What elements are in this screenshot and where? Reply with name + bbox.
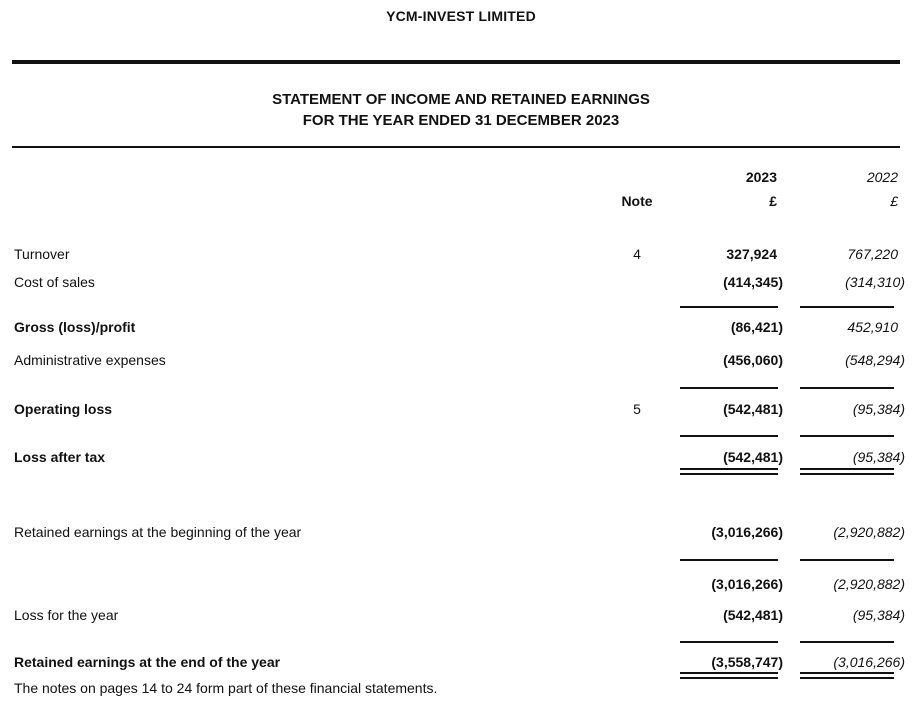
row-value-2022: 452,910 <box>847 319 898 335</box>
row-value-2023: (542,481) <box>723 449 783 465</box>
header-rule-bottom <box>12 146 900 148</box>
row-value-2023: (3,016,266) <box>711 524 783 540</box>
statement-period: FOR THE YEAR ENDED 31 DECEMBER 2023 <box>302 112 620 129</box>
row-value-2022: (3,016,266) <box>833 654 905 670</box>
row-value-2022: (2,920,882) <box>833 576 905 592</box>
subtotal-rule <box>14 641 908 643</box>
total-double-rule <box>14 468 908 475</box>
subtotal-rule <box>14 435 908 437</box>
row-label: Cost of sales <box>14 274 95 290</box>
row-value-2023: (542,481) <box>723 607 783 623</box>
currency-symbol-2022: £ <box>890 193 898 209</box>
row-value-2022: (95,384) <box>852 449 905 465</box>
table-row-retained-earnings-beginning <box>14 525 908 540</box>
table-row-retained-earnings-subtotal <box>14 577 908 592</box>
table-row-turnover <box>14 247 908 262</box>
row-value-2023: (86,421) <box>730 319 783 335</box>
column-header-2022: 2022 <box>866 169 898 185</box>
subtotal-rule <box>14 559 908 561</box>
statement-title: STATEMENT OF INCOME AND RETAINED EARNINGS <box>272 91 650 108</box>
table-row-operating-loss <box>14 402 908 417</box>
row-label: Retained earnings at the beginning of the year <box>14 524 302 540</box>
row-value-2022: (548,294) <box>845 352 905 368</box>
header-rule-top <box>12 60 900 64</box>
subtotal-rule <box>14 387 908 389</box>
row-note-ref: 5 <box>633 401 641 417</box>
row-label: Gross (loss)/profit <box>14 319 136 335</box>
row-label: Turnover <box>14 246 70 262</box>
table-row-administrative-expenses <box>14 353 908 368</box>
row-note-ref: 4 <box>633 246 641 262</box>
row-value-2022: (95,384) <box>852 401 905 417</box>
column-header-2023: 2023 <box>745 169 777 185</box>
table-row-loss-for-the-year <box>14 608 908 623</box>
table-row-retained-earnings-end <box>14 655 908 670</box>
subtotal-rule <box>14 306 908 308</box>
total-double-rule <box>14 672 908 679</box>
row-value-2022: (314,310) <box>845 274 905 290</box>
row-value-2022: 767,220 <box>847 246 898 262</box>
row-value-2022: (95,384) <box>852 607 905 623</box>
table-row-gross-loss-profit <box>14 320 908 335</box>
row-label: Operating loss <box>14 401 113 417</box>
financial-statement-page <box>0 9 920 712</box>
row-value-2023: (414,345) <box>723 274 783 290</box>
year-header-row <box>14 170 908 185</box>
row-value-2023: (3,558,747) <box>711 654 783 670</box>
row-label: Loss for the year <box>14 607 119 623</box>
row-label: Administrative expenses <box>14 352 166 368</box>
row-value-2023: (456,060) <box>723 352 783 368</box>
company-name: YCM-INVEST LIMITED <box>386 8 536 24</box>
row-label: Retained earnings at the end of the year <box>14 654 281 670</box>
row-value-2023: (542,481) <box>723 401 783 417</box>
row-label: Loss after tax <box>14 449 106 465</box>
table-row-cost-of-sales <box>14 275 908 290</box>
notes-reference-text: The notes on pages 14 to 24 form part of these financial statements. <box>14 680 438 696</box>
currency-header-row <box>14 194 908 209</box>
table-row-loss-after-tax <box>14 450 908 465</box>
column-header-note: Note <box>621 193 653 209</box>
row-value-2022: (2,920,882) <box>833 524 905 540</box>
currency-symbol-2023: £ <box>769 193 777 209</box>
row-value-2023: (3,016,266) <box>711 576 783 592</box>
row-value-2023: 327,924 <box>726 246 777 262</box>
